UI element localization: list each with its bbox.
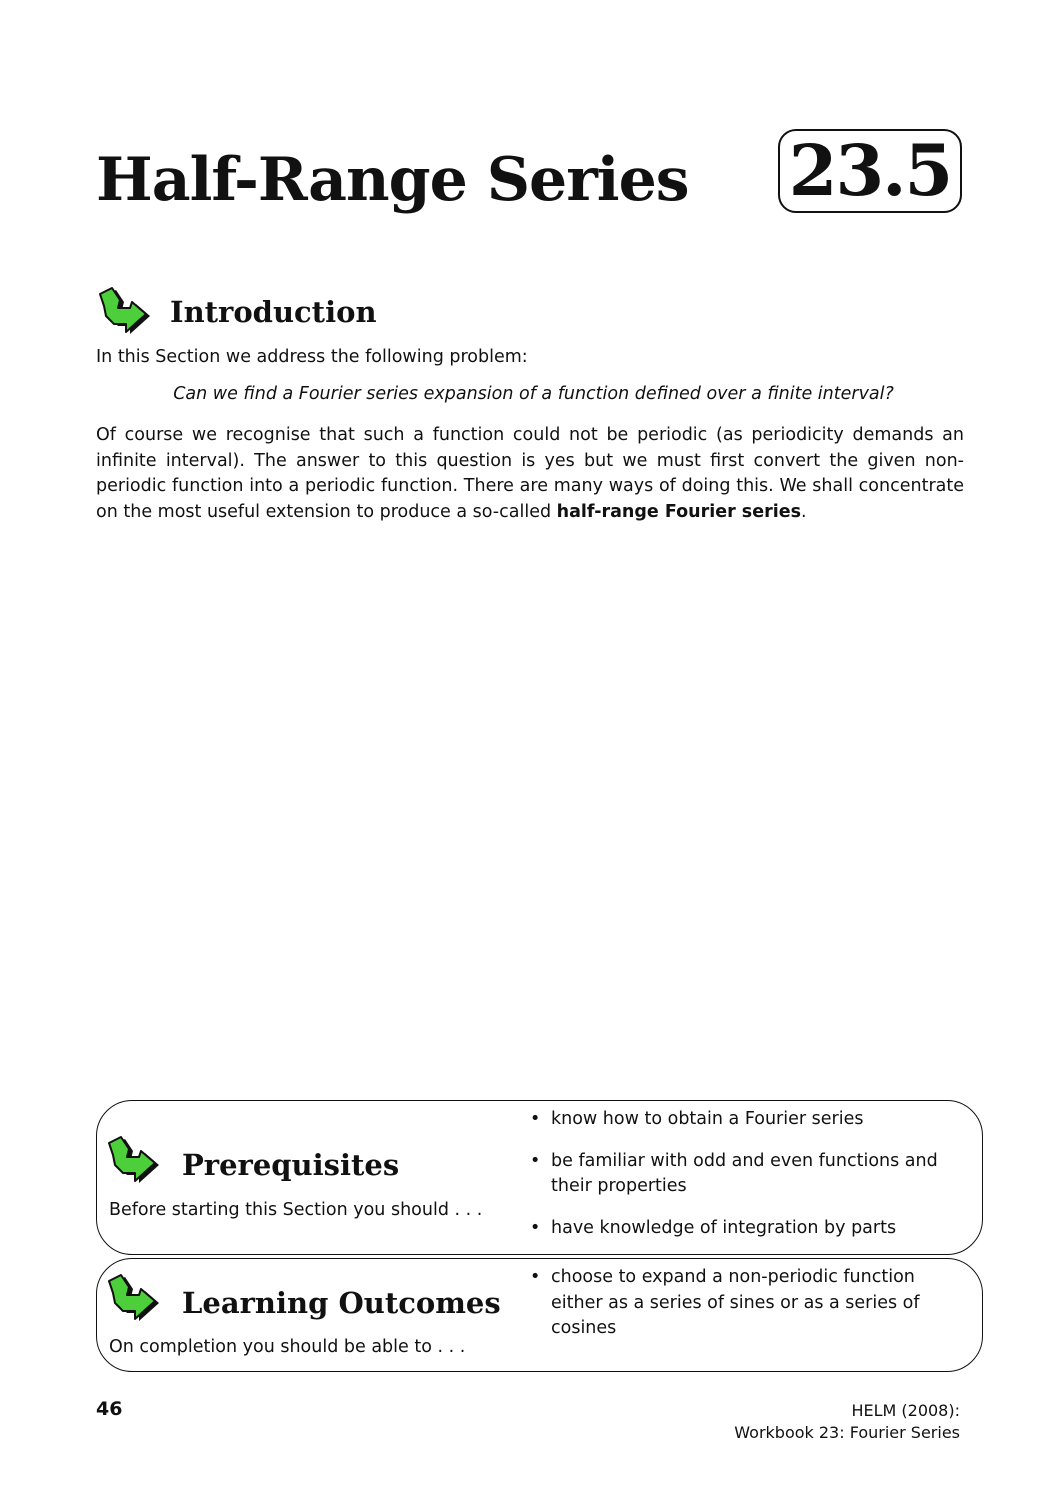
half-range-term: half-range Fourier series [556,501,802,522]
introduction-paragraph [96,423,964,525]
green-arrow-icon [96,286,152,338]
list-item: • be familiar with odd and even functions and their properties [527,1149,967,1200]
introduction-heading: Introduction [170,295,377,329]
list-item: • know how to obtain a Fourier series [527,1107,967,1133]
introduction-question: Can we find a Fourier series expansion of a function defined over a finite interval? [173,384,894,404]
learning-outcomes-box [96,1258,983,1372]
learning-outcomes-subtitle: On completion you should be able to . . . [109,1337,466,1357]
section-number-badge: 23.5 [778,129,962,213]
introduction-paragraph-start: Of course we recognise that such a function could not be periodic (as periodicity demands an infinite interval). The answer to this question is yes but we must first convert the given non-periodic function into a periodic function. There are many ways of doing this. We shall concentrate on the most useful extension to produce a so-called [96,425,964,522]
introduction-lead: In this Section we address the following problem: [96,347,528,367]
prerequisites-subtitle: Before starting this Section you should . . . [109,1200,483,1220]
page-number: 46 [96,1398,123,1420]
footer-source-line2: Workbook 23: Fourier Series [734,1423,960,1442]
green-arrow-icon [105,1273,161,1325]
prerequisites-box [96,1100,983,1255]
learning-outcomes-list [527,1265,967,1342]
introduction-paragraph-end: . [801,501,807,522]
prerequisites-heading: Prerequisites [182,1148,400,1182]
green-arrow-icon [105,1135,161,1187]
list-item: • have knowledge of integration by parts [527,1216,967,1242]
footer-source-line1: HELM (2008): [851,1401,960,1420]
list-item: • choose to expand a non-periodic function either as a series of sines or as a series of cosines [527,1265,967,1342]
footer-source [734,1400,960,1444]
learning-outcomes-heading: Learning Outcomes [182,1286,501,1320]
page-title: Half-Range Series [96,145,689,215]
prerequisites-list [527,1107,967,1241]
